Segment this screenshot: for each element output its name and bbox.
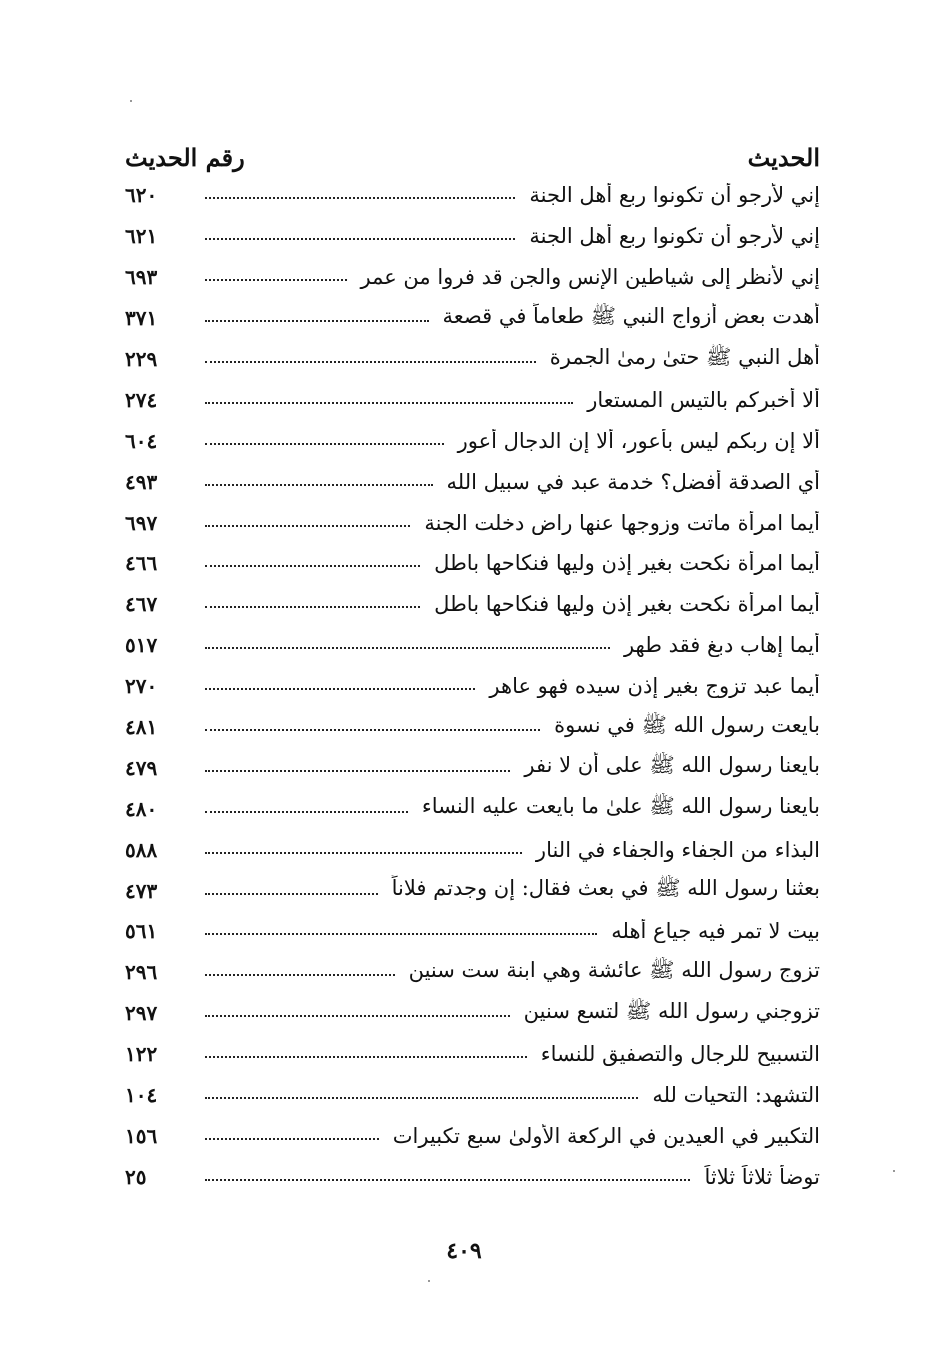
leader-dots bbox=[205, 974, 395, 976]
entry-number: ٣٧١ bbox=[125, 306, 158, 331]
index-entry bbox=[125, 666, 820, 707]
entry-text: توضأ ثلاثاً ثلاثاً bbox=[704, 1164, 820, 1189]
entry-text: التكبير في العيدين في الركعة الأولىٰ سبع تكبيرات bbox=[392, 1123, 820, 1148]
leader-dots bbox=[205, 933, 597, 935]
index-entry bbox=[125, 870, 820, 911]
entry-text: إني لأرجو أن تكونوا ربع أهل الجنة bbox=[529, 183, 820, 208]
index-entry bbox=[125, 911, 820, 952]
entry-number: ٢٩٧ bbox=[125, 1001, 158, 1026]
entry-text: أهدت بعض أزواج النبي ﷺ طعاماً في قصعة bbox=[442, 303, 820, 328]
scan-speck bbox=[428, 1280, 430, 1282]
entry-text: التسبيح للرجال والتصفيق للنساء bbox=[540, 1042, 820, 1067]
entry-text: التشهد: التحيات لله bbox=[652, 1083, 820, 1108]
entry-number: ٢٧٤ bbox=[125, 387, 158, 412]
entry-text: إني لأرجو أن تكونوا ربع أهل الجنة bbox=[529, 224, 820, 249]
leader-dots bbox=[205, 1015, 510, 1017]
leader-dots bbox=[205, 525, 410, 527]
hadith-index-list bbox=[125, 175, 820, 1197]
entry-number: ٢٧٠ bbox=[125, 674, 158, 699]
entry-number: ٤٦٦ bbox=[125, 551, 158, 576]
entry-text: إني لأنظر إلى شياطين الإنس والجن قد فروا من عمر bbox=[360, 265, 820, 290]
index-entry bbox=[125, 175, 820, 216]
index-entry bbox=[125, 952, 820, 993]
leader-dots bbox=[205, 688, 475, 690]
entry-number: ٤٩٣ bbox=[125, 469, 158, 494]
entry-number: ٦٩٧ bbox=[125, 510, 158, 535]
entry-number: ٥١٧ bbox=[125, 633, 158, 658]
leader-dots bbox=[205, 1138, 379, 1140]
leader-dots bbox=[205, 770, 510, 772]
leader-dots bbox=[205, 811, 408, 813]
entry-number: ٦٠٤ bbox=[125, 428, 158, 453]
leader-dots bbox=[205, 606, 420, 608]
entry-text: بايعنا رسول الله ﷺ علىٰ ما بايعت عليه النساء bbox=[421, 794, 820, 819]
entry-number: ٦٢١ bbox=[125, 224, 158, 249]
entry-text: بيت لا تمر فيه جياع أهله bbox=[611, 919, 820, 944]
entry-number: ٤٧٩ bbox=[125, 755, 158, 780]
entry-text: تزوجني رسول الله ﷺ لتسع سنين bbox=[523, 998, 820, 1023]
leader-dots bbox=[205, 484, 433, 486]
entry-number: ٢٥ bbox=[125, 1164, 147, 1189]
entry-number: ٤٧٣ bbox=[125, 878, 158, 903]
index-entry bbox=[125, 461, 820, 502]
leader-dots bbox=[205, 893, 378, 895]
leader-dots bbox=[205, 1056, 527, 1058]
index-entry bbox=[125, 298, 820, 339]
entry-number: ٢٢٩ bbox=[125, 347, 158, 371]
entry-number: ١٠٤ bbox=[125, 1083, 158, 1108]
entry-text: أيما امرأة نكحت بغير إذن وليها فنكاحها باطل bbox=[434, 592, 820, 617]
index-entry bbox=[125, 829, 820, 870]
leader-dots bbox=[205, 279, 347, 281]
entry-text: ألا أخبركم بالتيس المستعار bbox=[587, 387, 820, 412]
index-entry bbox=[125, 1156, 820, 1197]
column-heading-number: رقم الحديث bbox=[125, 142, 245, 172]
entry-text: أيما امرأة نكحت بغير إذن وليها فنكاحها باطل bbox=[434, 551, 820, 576]
leader-dots bbox=[205, 1179, 690, 1181]
index-entry bbox=[125, 584, 820, 625]
leader-dots bbox=[205, 1097, 638, 1099]
entry-text: أهل النبي ﷺ حتىٰ رمىٰ الجمرة bbox=[549, 344, 820, 369]
entry-text: البذاء من الجفاء والجفاء في النار bbox=[535, 837, 820, 862]
entry-number: ٥٦١ bbox=[125, 919, 158, 944]
leader-dots bbox=[205, 729, 540, 731]
leader-dots bbox=[205, 565, 420, 567]
leader-dots bbox=[205, 197, 515, 199]
index-entry bbox=[125, 339, 820, 380]
entry-text: أيما عبد تزوج بغير إذن سيده فهو عاهر bbox=[489, 674, 820, 699]
scan-speck bbox=[130, 100, 132, 102]
column-heading-hadith: الحديث bbox=[747, 142, 820, 172]
index-entry bbox=[125, 257, 820, 298]
entry-number: ٢٩٦ bbox=[125, 960, 158, 985]
entry-text: بايعنا رسول الله ﷺ على أن لا نفر bbox=[524, 753, 820, 778]
entry-number: ٦٩٣ bbox=[125, 265, 158, 290]
index-entry bbox=[125, 216, 820, 257]
entry-number: ٤٨٠ bbox=[125, 796, 158, 821]
index-entry bbox=[125, 747, 820, 788]
entry-number: ١٥٦ bbox=[125, 1123, 158, 1148]
entry-number: ٤٦٧ bbox=[125, 592, 158, 617]
entry-number: ٦٢٠ bbox=[125, 183, 158, 208]
leader-dots bbox=[205, 320, 429, 322]
entry-number: ٥٨٨ bbox=[125, 837, 158, 862]
entry-text: بايعت رسول الله ﷺ في نسوة bbox=[554, 712, 820, 737]
leader-dots bbox=[205, 238, 515, 240]
entry-text: بعثنا رسول الله ﷺ في بعث فقال: إن وجدتم فلاناً bbox=[391, 876, 820, 901]
index-entry bbox=[125, 543, 820, 584]
entry-text: تزوج رسول الله ﷺ عائشة وهي ابنة ست سنين bbox=[408, 957, 820, 982]
entry-text: ألا إن ربكم ليس بأعور، ألا إن الدجال أعور bbox=[457, 428, 820, 453]
index-entry bbox=[125, 707, 820, 748]
index-entry bbox=[125, 788, 820, 829]
index-entry bbox=[125, 1075, 820, 1116]
index-entry bbox=[125, 993, 820, 1034]
index-entry bbox=[125, 1115, 820, 1156]
page-number: ٤٠٩ bbox=[446, 1238, 482, 1264]
leader-dots bbox=[205, 402, 573, 404]
entry-text: أي الصدقة أفضل؟ خدمة عبد في سبيل الله bbox=[446, 469, 820, 494]
index-entry bbox=[125, 625, 820, 666]
leader-dots bbox=[205, 852, 522, 854]
scan-speck bbox=[893, 1170, 895, 1172]
index-entry bbox=[125, 1034, 820, 1075]
index-entry bbox=[125, 420, 820, 461]
entry-text: أيما امرأة ماتت وزوجها عنها راض دخلت الجنة bbox=[424, 510, 820, 535]
table-header bbox=[125, 140, 820, 174]
entry-text: أيما إهاب دبغ فقد طهر bbox=[623, 633, 820, 658]
leader-dots bbox=[205, 361, 536, 363]
entry-number: ١٢٢ bbox=[125, 1042, 158, 1067]
entry-number: ٤٨١ bbox=[125, 715, 158, 740]
leader-dots bbox=[205, 647, 610, 649]
leader-dots bbox=[205, 443, 444, 445]
index-entry bbox=[125, 379, 820, 420]
index-entry bbox=[125, 502, 820, 543]
